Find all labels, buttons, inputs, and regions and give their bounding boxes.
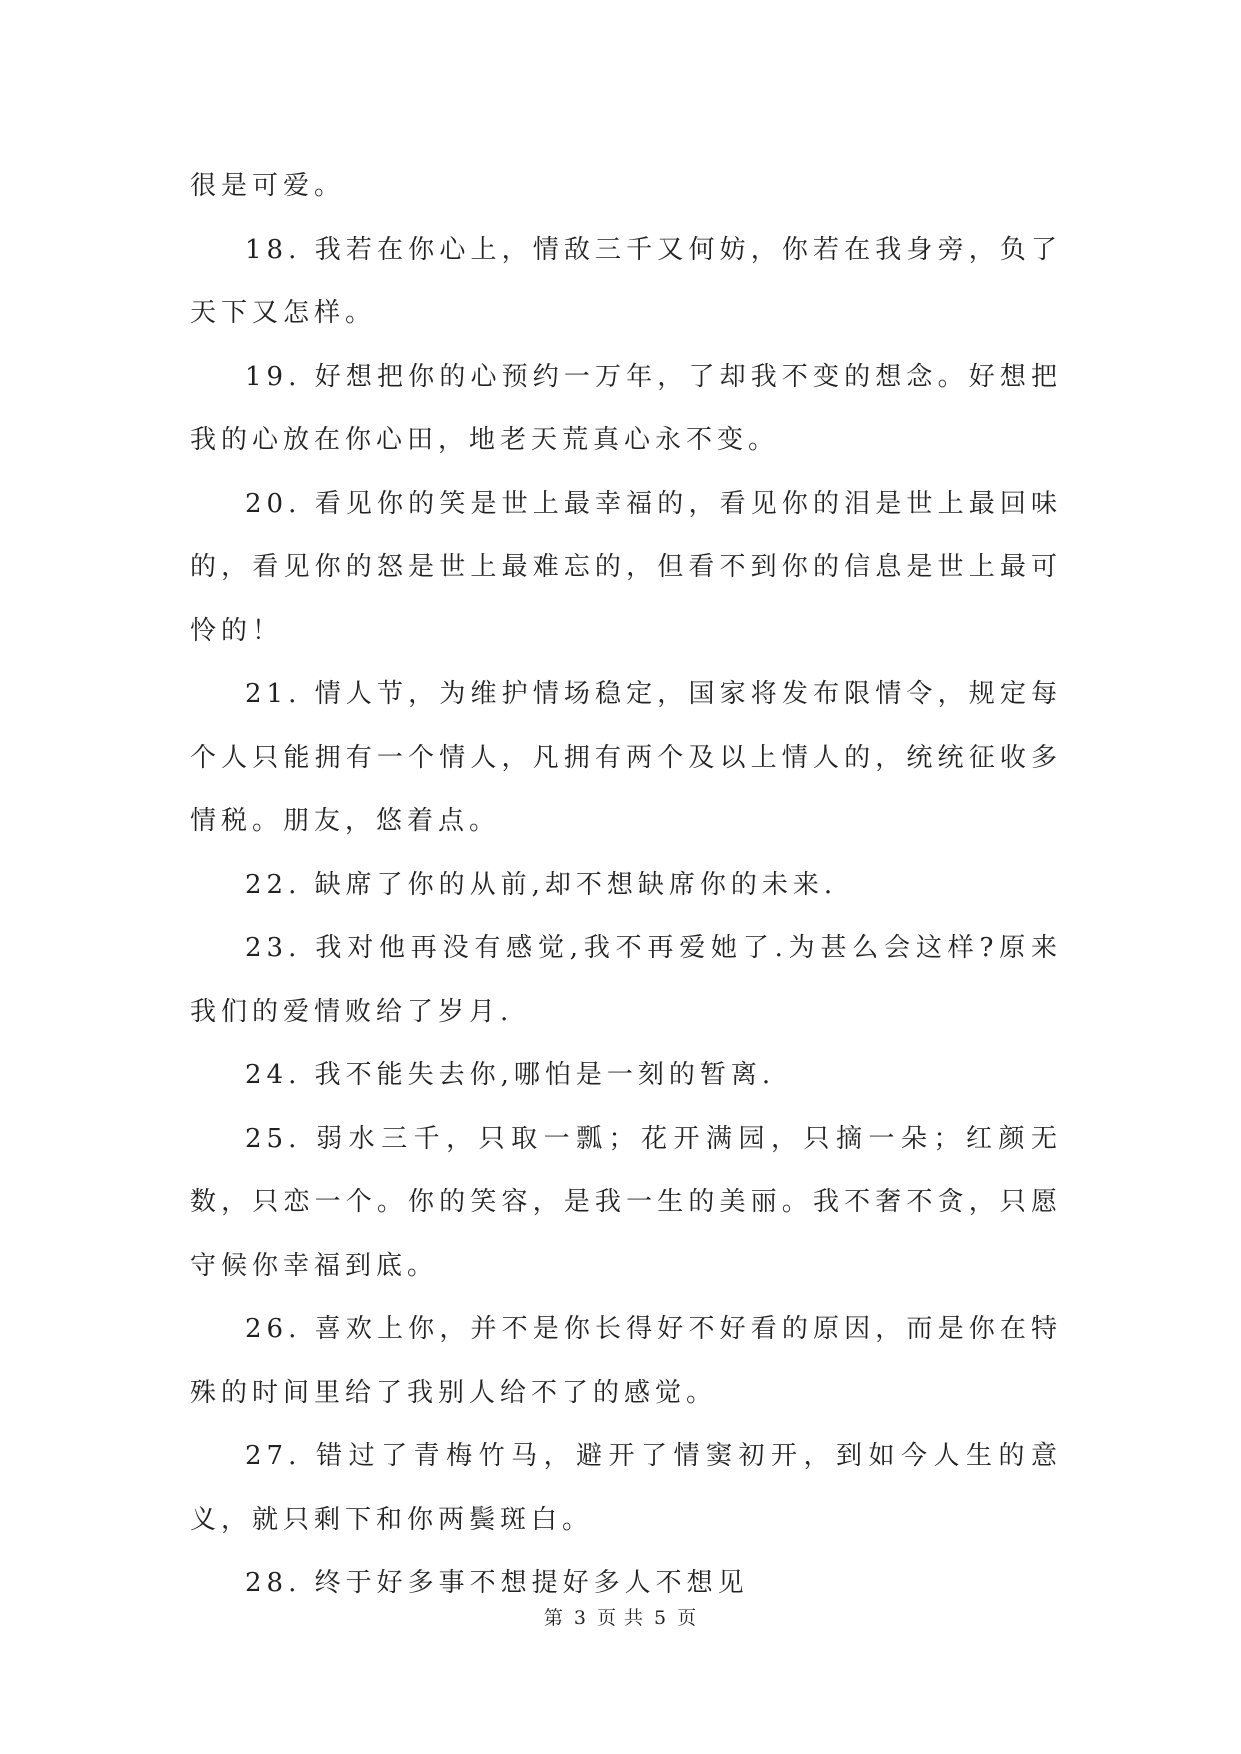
- footer-suffix: 页: [677, 1607, 698, 1629]
- current-page-number: 3: [573, 1607, 587, 1629]
- footer-prefix: 第: [543, 1607, 564, 1629]
- document-body: [190, 155, 1062, 1616]
- paragraph: 23. 我对他再没有感觉,我不再爱她了.为甚么会这样?原来我们的爱情败给了岁月.: [190, 933, 1062, 1027]
- paragraph: 22. 缺席了你的从前,却不想缺席你的未来.: [245, 869, 838, 900]
- paragraph: 18. 我若在你心上，情敌三千又何妨，你若在我身旁，负了天下又怎样。: [190, 234, 1062, 328]
- paragraph: 19. 好想把你的心预约一万年，了却我不变的想念。好想把我的心放在你心田，地老天荒真心永不变。: [190, 361, 1062, 455]
- paragraph: 28. 终于好多事不想提好多人不想见: [245, 1568, 749, 1598]
- paragraph: 20. 看见你的笑是世上最幸福的，看见你的泪是世上最回味的，看见你的怒是世上最难忘的，但看不到你的信息是世上最可怜的！: [190, 488, 1062, 646]
- paragraph: 21. 情人节，为维护情场稳定，国家将发布限情令，规定每个人只能拥有一个情人，凡拥有两个及以上情人的，统统征收多情税。朋友，悠着点。: [190, 679, 1062, 836]
- paragraph: 很是可爱。: [190, 171, 346, 201]
- page-footer: [0, 1603, 1241, 1630]
- footer-middle: 页 共: [596, 1607, 645, 1629]
- paragraph: 27. 错过了青梅竹马，避开了情窦初开，到如今人生的意义，就只剩下和你两鬓斑白。: [190, 1441, 1062, 1535]
- paragraph: 24. 我不能失去你,哪怕是一刻的暂离.: [245, 1060, 776, 1090]
- paragraph: 26. 喜欢上你，并不是你长得好不好看的原因，而是你在特殊的时间里给了我别人给不了的感觉。: [190, 1314, 1062, 1408]
- total-pages-number: 5: [654, 1607, 668, 1629]
- paragraph: 25. 弱水三千，只取一瓢；花开满园，只摘一朵；红颜无数，只恋一个。你的笑容，是我一生的美丽。我不奢不贪，只愿守候你幸福到底。: [190, 1123, 1062, 1281]
